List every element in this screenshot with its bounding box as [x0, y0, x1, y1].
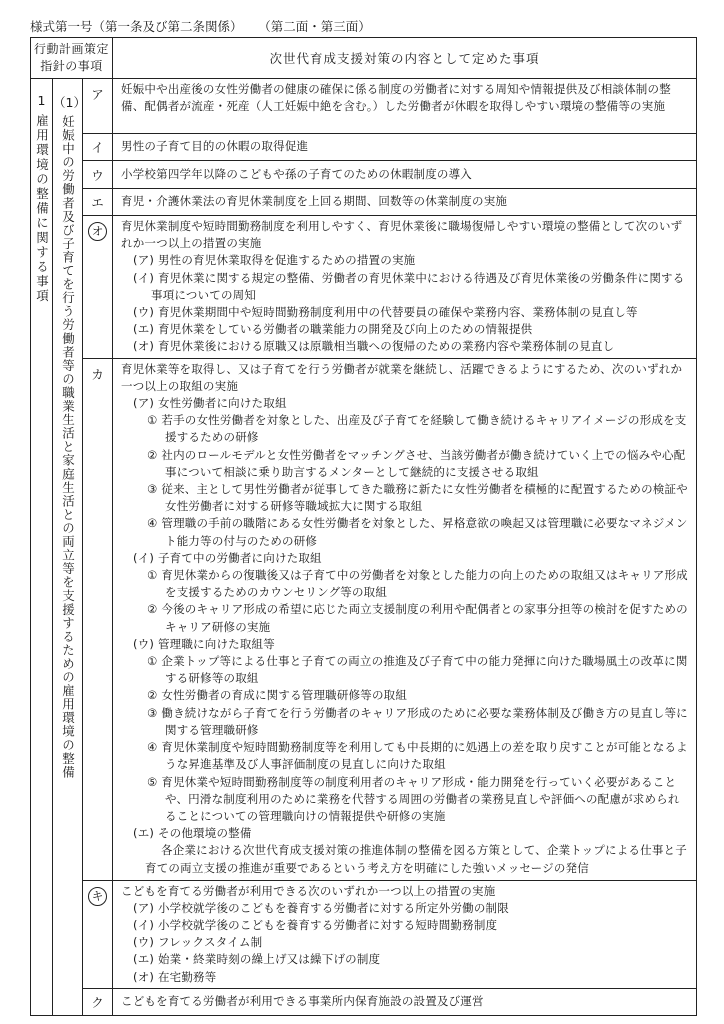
- sub-item: (ウ) フレックスタイム制: [133, 935, 263, 950]
- group-label: (ア) 女性労働者に向けた取組: [133, 396, 287, 411]
- section-number: 1: [37, 93, 46, 108]
- item-text: 小学校第四学年以降のこどもや孫の子育てのための休暇制度の導入: [121, 166, 473, 181]
- group-point: ③ 働き続けながら子育てを行う労働者のキャリア形成のために必要な業務体制及び働き方の見直し等に関する管理職研修: [147, 705, 688, 737]
- item-text: 育児・介護休業法の育児休業制度を上回る期間、回数等の休業制度の実施: [121, 194, 508, 209]
- group-point: ① 企業トップ等による仕事と子育ての両立の推進及び子育て中の能力発揮に向けた職場風土の改革に関する研修等の取組: [147, 654, 688, 686]
- item-letter: ア: [83, 79, 113, 134]
- plan-table: [30, 37, 697, 1016]
- sheet-label: （第二面・第三面）: [264, 19, 371, 34]
- group-point: ② 社内のロールモデルと女性労働者をマッチングさせ、当該労働者が働き続けていく上での悩みや心配事について相談に乗り助言するメンターとして継続的に支援させる取組: [147, 447, 686, 479]
- sub-item: (ア) 男性の育児休業取得を促進するための措置の実施: [133, 253, 416, 268]
- item-intro: こどもを育てる労働者が利用できる次のいずれか一つ以上の措置の実施: [121, 883, 496, 898]
- item-letter-cell: [83, 216, 113, 359]
- item-intro: 育児休業制度や短時間勤務制度を利用しやすく、育児休業後に職場復帰しやすい環境の整備として次のいずれか一つ以上の措置の実施: [121, 219, 683, 251]
- group-point: ② 今後のキャリア形成の希望に応じた両立支援制度の利用や配偶者との家事分担等の検討を促すためのキャリア研修の実施: [147, 602, 688, 634]
- header-cell-content: 次世代育成支援対策の内容として定めた事項: [113, 38, 697, 79]
- subsection-number: （1）: [53, 95, 86, 110]
- group-point: ① 若手の女性労働者を対象とした、出産及び子育てを経験して働き続けるキャリアイメージの形成を支援するための研修: [147, 413, 687, 445]
- item-intro: 育児休業等を取得し、又は子育てを行う労働者が就業を継続し、活躍できるようにするため、次のいずれか一つ以上の取組の実施: [121, 361, 683, 393]
- group-point: ⑤ 育児休業や短時間勤務制度等の制度利用者のキャリア形成・能力開発を行っていく必要があることや、円滑な制度利用のために業務を代替する周囲の労働者の業務見直しや評価への配慮が求められることについての管理職向けの情報提供や研修の実施: [147, 774, 680, 823]
- item-content: [113, 216, 697, 359]
- table-row: [31, 988, 697, 1015]
- sub-item: (エ) 始業・終業時刻の繰上げ又は繰下げの制度: [133, 952, 381, 967]
- sub-item: (エ) 育児休業をしている労働者の職業能力の開発及び向上のための情報提供: [133, 322, 533, 337]
- group-point: ② 女性労働者の育成に関する管理職研修等の取組: [147, 688, 408, 703]
- item-letter: ウ: [83, 161, 113, 189]
- item-letter: カ: [83, 358, 113, 880]
- sub-item: (ア) 小学校就学後のこどもを養育する労働者に対する所定外労働の制限: [133, 900, 509, 915]
- group-label: (ウ) 管理職に向けた取組等: [133, 636, 275, 651]
- group-label: (エ) その他環境の整備: [133, 826, 252, 841]
- item-text: 男性の子育て目的の休暇の取得促進: [121, 139, 309, 154]
- group-body: 各企業における次世代育成支援対策の推進体制の整備を図る方策として、企業トップによる仕事と子育ての両立支援の推進が重要であるという考え方を明確にした強いメッセージの発信: [145, 843, 687, 875]
- sub-item: (オ) 在宅勤務等: [133, 969, 217, 984]
- subsection-column: [53, 79, 86, 1016]
- header-cell-guideline: 行動計画策定指針の事項: [31, 38, 113, 79]
- group-point: ③ 従来、主として男性労働者が従事してきた職務に新たに女性労働者を積極的に配置するための検証や女性労働者に対する研修等職域拡大に関する取組: [147, 482, 688, 514]
- sub-item: (ウ) 育児休業期間中や短時間勤務制度利用中の代替要員の確保や業務内容、業務体制の見直し等: [133, 305, 638, 320]
- circled-marker: キ: [88, 887, 107, 906]
- sub-item: (オ) 育児休業後における原職又は原職相当職への復帰のための業務内容や業務体制の見直し: [133, 339, 615, 354]
- group-point: ④ 育児休業制度や短時間勤務制度等を利用しても中長期的に処遇上の差を取り戻すことが可能となるような昇進基準及び人事評価制度の見直しに向けた取組: [147, 740, 688, 772]
- item-letter: エ: [83, 189, 113, 216]
- item-content: [113, 880, 697, 988]
- table-row: [31, 161, 697, 189]
- item-content: [113, 988, 697, 1015]
- circled-marker: オ: [88, 222, 107, 241]
- form-title: 様式第一号（第一条及び第二条関係）: [30, 19, 243, 34]
- table-row: [31, 216, 697, 359]
- table-row: [31, 880, 697, 988]
- table-header-row: [31, 38, 697, 79]
- item-letter: ク: [83, 988, 113, 1015]
- item-content: [113, 358, 697, 880]
- sub-item: (イ) 育児休業に関する規定の整備、労働者の育児休業中における待遇及び育児休業後の労働条件に関する事項についての周知: [133, 270, 685, 302]
- group-point: ④ 管理職の手前の職階にある女性労働者を対象とした、昇格意欲の喚起又は管理職に必要なマネジメント能力等の付与のための研修: [147, 516, 688, 548]
- item-content: [113, 134, 697, 161]
- table-row: [31, 189, 697, 216]
- section-title: 雇用環境の整備に関する事項: [34, 114, 50, 304]
- subsection-title: 妊娠中の労働者及び子育てを行う労働者等の職業生活と家庭生活との両立等を支援するための雇用環境の整備: [60, 115, 76, 779]
- table-row: [31, 134, 697, 161]
- item-text: 妊娠中や出産後の女性労働者の健康の確保に係る制度の労働者に対する周知や情報提供及び相談体制の整備、配偶者が流産・死産（人工妊娠中絶を含む。）した労働者が休暇を取得しやすい環境の整備等の実施: [121, 82, 671, 114]
- section-column: [31, 79, 53, 1016]
- item-letter: イ: [83, 134, 113, 161]
- item-content: [113, 79, 697, 134]
- group-point: ① 育児休業からの復職後又は子育て中の労働者を対象とした能力の向上のための取組又はキャリア形成を支援するためのカウンセリング等の取組: [147, 568, 688, 600]
- item-letter-cell: [83, 880, 113, 988]
- item-content: [113, 161, 697, 189]
- sub-item: (イ) 小学校就学後のこどもを養育する労働者に対する短時間勤務制度: [133, 918, 498, 933]
- item-content: [113, 189, 697, 216]
- form-header: [30, 17, 371, 35]
- group-label: (イ) 子育て中の労働者に向けた取組: [133, 550, 322, 565]
- item-text: こどもを育てる労働者が利用できる事業所内保育施設の設置及び運営: [121, 994, 484, 1009]
- table-row: [31, 358, 697, 880]
- table-row: [31, 79, 697, 134]
